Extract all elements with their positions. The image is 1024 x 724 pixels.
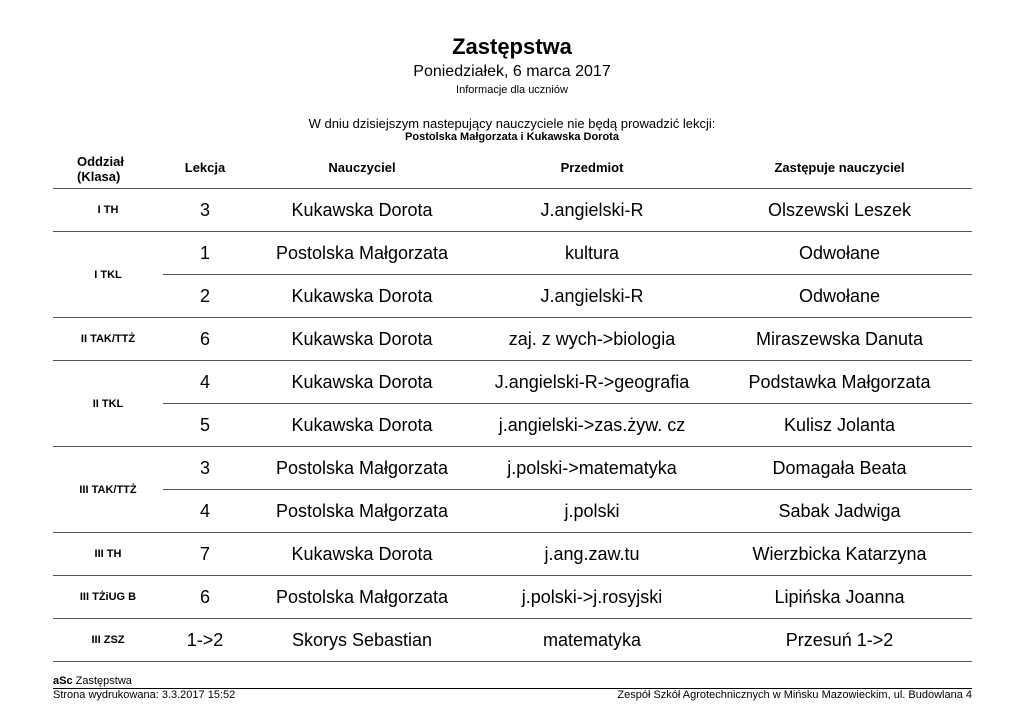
class-cell: III TH <box>53 533 163 576</box>
table-row <box>53 533 972 576</box>
table-row <box>53 447 972 490</box>
table-row <box>53 318 972 361</box>
nauczyciel-cell: Postolska Małgorzata <box>247 232 477 275</box>
przedmiot-cell: zaj. z wych->biologia <box>477 318 707 361</box>
zastepuje-cell: Olszewski Leszek <box>707 189 972 232</box>
zastepuje-cell: Lipińska Joanna <box>707 576 972 619</box>
zastepuje-cell: Przesuń 1->2 <box>707 619 972 662</box>
lekcja-cell: 6 <box>163 318 247 361</box>
class-cell: III ZSZ <box>53 619 163 662</box>
nauczyciel-cell: Kukawska Dorota <box>247 533 477 576</box>
nauczyciel-cell: Kukawska Dorota <box>247 318 477 361</box>
zastepuje-cell: Odwołane <box>707 232 972 275</box>
absence-notice: W dniu dzisiejszym nastepujący nauczyciele nie będą prowadzić lekcji: <box>308 116 716 131</box>
zastepuje-cell: Wierzbicka Katarzyna <box>707 533 972 576</box>
header-nauczyciel: Nauczyciel <box>247 146 477 189</box>
przedmiot-cell: j.polski->matematyka <box>477 447 707 490</box>
przedmiot-cell: j.angielski->zas.żyw. cz <box>477 404 707 447</box>
substitutions-table <box>53 146 972 662</box>
header-oddzial-line2: (Klasa) <box>77 169 121 184</box>
przedmiot-cell: J.angielski-R <box>477 189 707 232</box>
footer-school-address: Zespół Szkół Agrotechnicznych w Mińsku Mazowieckim, ul. Budowlana 4 <box>617 689 972 701</box>
table-row <box>53 189 972 232</box>
nauczyciel-cell: Kukawska Dorota <box>247 189 477 232</box>
header-oddzial <box>53 146 163 189</box>
table-row <box>53 275 972 318</box>
przedmiot-cell: kultura <box>477 232 707 275</box>
lekcja-cell: 5 <box>163 404 247 447</box>
lekcja-cell: 3 <box>163 189 247 232</box>
footer-brand-rest: Zastępstwa <box>72 675 132 687</box>
table-row <box>53 232 972 275</box>
zastepuje-cell: Miraszewska Danuta <box>707 318 972 361</box>
class-cell: II TAK/TTŻ <box>53 318 163 361</box>
header-oddzial-line1: Oddział <box>77 154 124 169</box>
class-cell: I TKL <box>53 232 163 318</box>
footer-brand <box>53 675 132 687</box>
lekcja-cell: 1->2 <box>163 619 247 662</box>
przedmiot-cell: J.angielski-R <box>477 275 707 318</box>
przedmiot-cell: j.ang.zaw.tu <box>477 533 707 576</box>
lekcja-cell: 7 <box>163 533 247 576</box>
zastepuje-cell: Kulisz Jolanta <box>707 404 972 447</box>
info-subtitle: Informacje dla uczniów <box>456 84 568 96</box>
class-cell: III TAK/TTŻ <box>53 447 163 533</box>
class-cell: I TH <box>53 189 163 232</box>
nauczyciel-cell: Skorys Sebastian <box>247 619 477 662</box>
lekcja-cell: 2 <box>163 275 247 318</box>
class-cell: II TKL <box>53 361 163 447</box>
footer-printed-date: Strona wydrukowana: 3.3.2017 15:52 <box>53 689 236 701</box>
nauczyciel-cell: Kukawska Dorota <box>247 404 477 447</box>
page-date: Poniedziałek, 6 marca 2017 <box>413 63 611 80</box>
nauczyciel-cell: Kukawska Dorota <box>247 275 477 318</box>
nauczyciel-cell: Postolska Małgorzata <box>247 576 477 619</box>
table-row <box>53 576 972 619</box>
nauczyciel-cell: Kukawska Dorota <box>247 361 477 404</box>
lekcja-cell: 4 <box>163 490 247 533</box>
table-body <box>53 189 972 662</box>
table-row <box>53 490 972 533</box>
footer-brand-bold: aSc <box>53 675 73 687</box>
table-row <box>53 361 972 404</box>
zastepuje-cell: Podstawka Małgorzata <box>707 361 972 404</box>
class-cell: III TŻiUG B <box>53 576 163 619</box>
table-row <box>53 404 972 447</box>
header-zastepuje: Zastępuje nauczyciel <box>707 146 972 189</box>
nauczyciel-cell: Postolska Małgorzata <box>247 490 477 533</box>
table-row <box>53 619 972 662</box>
lekcja-cell: 3 <box>163 447 247 490</box>
table-header-row <box>53 146 972 189</box>
zastepuje-cell: Sabak Jadwiga <box>707 490 972 533</box>
nauczyciel-cell: Postolska Małgorzata <box>247 447 477 490</box>
zastepuje-cell: Domagała Beata <box>707 447 972 490</box>
page-title: Zastępstwa <box>452 34 572 59</box>
przedmiot-cell: matematyka <box>477 619 707 662</box>
header-przedmiot: Przedmiot <box>477 146 707 189</box>
lekcja-cell: 6 <box>163 576 247 619</box>
zastepuje-cell: Odwołane <box>707 275 972 318</box>
lekcja-cell: 1 <box>163 232 247 275</box>
absent-teachers: Postolska Małgorzata i Kukawska Dorota <box>405 131 619 143</box>
header-lekcja: Lekcja <box>163 146 247 189</box>
lekcja-cell: 4 <box>163 361 247 404</box>
przedmiot-cell: J.angielski-R->geografia <box>477 361 707 404</box>
przedmiot-cell: j.polski <box>477 490 707 533</box>
przedmiot-cell: j.polski->j.rosyjski <box>477 576 707 619</box>
